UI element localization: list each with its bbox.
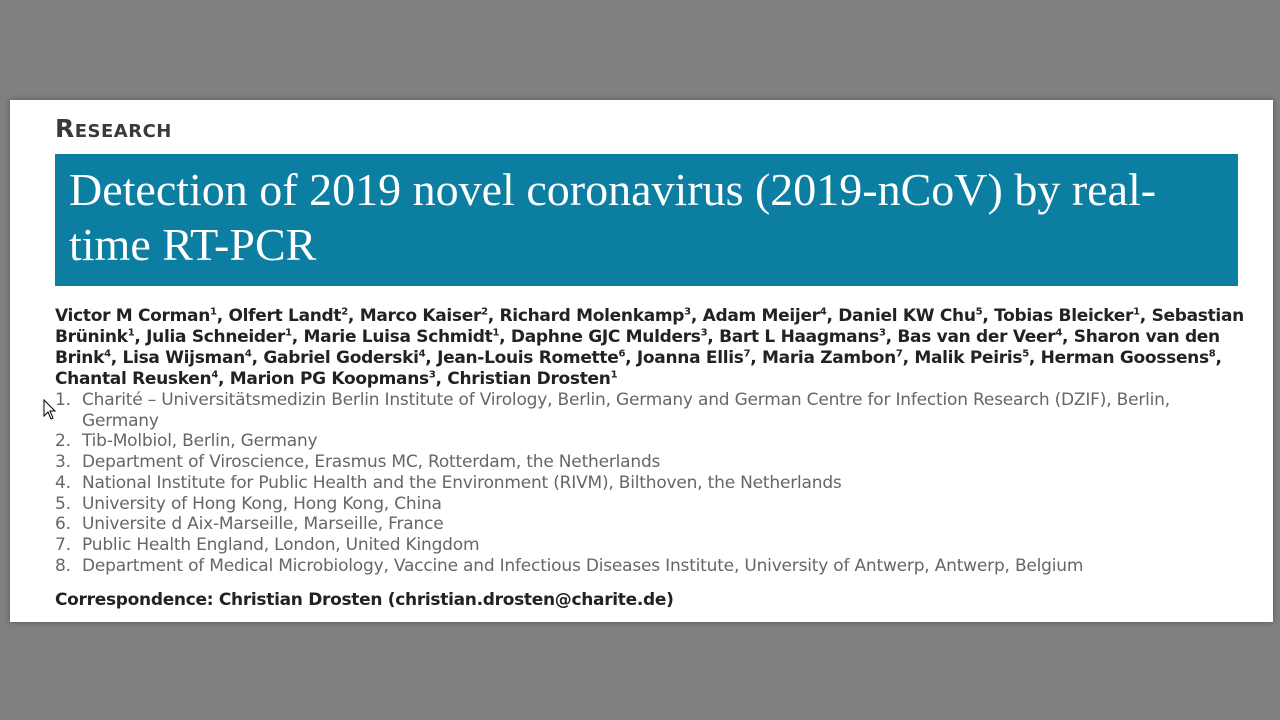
author-affiliation-marker: 4 bbox=[1055, 327, 1062, 339]
author bbox=[263, 348, 425, 368]
author bbox=[230, 369, 436, 389]
author-name: Daphne GJC Mulders bbox=[510, 327, 701, 347]
author-affiliation-marker: 5 bbox=[1022, 348, 1029, 360]
author-name: Chantal Reusken bbox=[55, 369, 212, 389]
affiliation-number: 5. bbox=[55, 493, 71, 514]
author-name: Daniel KW Chu bbox=[838, 306, 976, 326]
author-name: Marco Kaiser bbox=[359, 306, 482, 326]
author-affiliation-marker: 1 bbox=[492, 327, 500, 339]
author-name: Sharon van den Brink bbox=[55, 327, 1220, 368]
author-name: Bart L Haagmans bbox=[719, 327, 879, 347]
author-name: Herman Goossens bbox=[1040, 348, 1209, 368]
author-name: Maria Zambon bbox=[762, 348, 896, 368]
affiliation-list bbox=[55, 390, 1245, 576]
author bbox=[55, 369, 218, 389]
affiliation-text: Tib-Molbiol, Berlin, Germany bbox=[82, 431, 318, 452]
affiliation-text: National Institute for Public Health and the Environment (RIVM), Bilthoven, the Netherlands bbox=[82, 472, 842, 493]
affiliation-text: University of Hong Kong, Hong Kong, China bbox=[82, 493, 442, 514]
author bbox=[994, 306, 1140, 326]
author-name: Olfert Landt bbox=[228, 306, 342, 326]
affiliation-text: Department of Medical Microbiology, Vaccine and Infectious Diseases Institute, University of Antwerp, Antwerp, Belgium bbox=[82, 555, 1084, 576]
author-affiliation-marker: 6 bbox=[618, 348, 626, 360]
author bbox=[838, 306, 982, 326]
author-affiliation-marker: 5 bbox=[975, 306, 983, 318]
author bbox=[146, 327, 292, 347]
author bbox=[360, 306, 488, 326]
author bbox=[511, 327, 707, 347]
affiliation-number: 3. bbox=[55, 452, 71, 473]
author-affiliation-marker: 4 bbox=[104, 348, 111, 360]
affiliation-item bbox=[55, 535, 1245, 556]
affiliation-text: Public Health England, London, United Kingdom bbox=[82, 534, 480, 555]
document-page bbox=[10, 100, 1273, 622]
author-affiliation-marker: 7 bbox=[895, 348, 903, 360]
author-affiliation-marker: 8 bbox=[1208, 348, 1216, 360]
author bbox=[447, 369, 617, 389]
author bbox=[55, 306, 217, 326]
author-name: Christian Drosten bbox=[447, 369, 611, 389]
author-affiliation-marker: 1 bbox=[1133, 306, 1140, 318]
author-affiliation-marker: 4 bbox=[418, 348, 426, 360]
author-list: Victor M Corman$^1$, Olfert Landt$^2$, Marco Kaiser$^2$, Richard Molenkamp$^3$, Adam Meijer$^4$, Daniel KW Chu$^5$, Tobias Bleicker$^1$, Sebastian Brünink$^1$, Julia Schneider$^1$, Marie Luisa Schmidt$^1$, Daphne GJC Mulders$^3$, Bart L Haagmans$^3$, Bas van der Veer$^4$, Sharon van den Brink$^4$, Lisa Wijsman$^4$, Gabriel Goderski$^4$, Jean-Louis Romette$^6$, Joanna Ellis$^7$, Maria Zambon$^7$, Malik Peiris$^5$, Herman Goossens$^8$, Chantal Reusken$^4$, Marion PG Koopmans$^3$, Christian Drosten$^1$ bbox=[55, 306, 1244, 389]
title-banner bbox=[55, 154, 1238, 286]
affiliation-number: 1. bbox=[55, 390, 71, 410]
author-affiliation-marker: 2 bbox=[341, 306, 348, 318]
author-name: Sebastian Brünink bbox=[55, 306, 1244, 347]
affiliation-number: 8. bbox=[55, 555, 71, 576]
author-affiliation-marker: 1 bbox=[210, 306, 217, 318]
author bbox=[123, 348, 252, 368]
affiliation-item bbox=[55, 556, 1245, 577]
author bbox=[1041, 348, 1216, 368]
author-affiliation-marker: 3 bbox=[878, 327, 886, 339]
author-name: Joanna Ellis bbox=[636, 348, 744, 368]
author-name: Jean-Louis Romette bbox=[437, 348, 619, 368]
author bbox=[304, 327, 500, 347]
author bbox=[229, 306, 348, 326]
author-name: Tobias Bleicker bbox=[994, 306, 1134, 326]
author bbox=[897, 327, 1062, 347]
author-name: Julia Schneider bbox=[146, 327, 286, 347]
author-affiliation-marker: 3 bbox=[684, 306, 691, 318]
author-name: Malik Peiris bbox=[914, 348, 1023, 368]
affiliation-number: 4. bbox=[55, 472, 71, 493]
affiliation-item bbox=[55, 431, 1245, 452]
affiliation-item bbox=[55, 452, 1245, 473]
author-affiliation-marker: 1 bbox=[610, 369, 618, 381]
author-name: Adam Meijer bbox=[702, 306, 820, 326]
affiliation-number: 6. bbox=[55, 514, 71, 535]
author-name: Victor M Corman bbox=[55, 306, 211, 326]
author bbox=[914, 348, 1029, 368]
author bbox=[437, 348, 625, 368]
affiliation-text: Charité – Universitätsmedizin Berlin Institute of Virology, Berlin, Germany and German Centre for Infection Research (DZIF), Berlin, Germany bbox=[82, 390, 1170, 431]
author-name: Richard Molenkamp bbox=[499, 306, 685, 326]
author-name: Marion PG Koopmans bbox=[229, 369, 429, 389]
author-name: Gabriel Goderski bbox=[263, 348, 419, 368]
author-name: Marie Luisa Schmidt bbox=[303, 327, 493, 347]
affiliation-item bbox=[55, 390, 1245, 431]
affiliation-number: 7. bbox=[55, 534, 71, 555]
affiliation-text: Universite d Aix-Marseille, Marseille, France bbox=[82, 514, 444, 535]
affiliation-item bbox=[55, 514, 1245, 535]
author-name: Lisa Wijsman bbox=[122, 348, 245, 368]
section-label: Research bbox=[55, 114, 172, 143]
author bbox=[703, 306, 827, 326]
affiliation-item bbox=[55, 473, 1245, 494]
author bbox=[719, 327, 886, 347]
author-affiliation-marker: 3 bbox=[700, 327, 708, 339]
author-affiliation-marker: 4 bbox=[819, 306, 827, 318]
mouse-pointer-icon bbox=[43, 399, 57, 421]
affiliation-item bbox=[55, 494, 1245, 515]
author-affiliation-marker: 7 bbox=[743, 348, 751, 360]
author-affiliation-marker: 1 bbox=[127, 327, 135, 339]
affiliation-number: 2. bbox=[55, 431, 71, 452]
author-affiliation-marker: 4 bbox=[211, 369, 218, 381]
correspondence: Correspondence: Christian Drosten (christian.drosten@charite.de) bbox=[55, 590, 674, 610]
affiliation-text: Department of Viroscience, Erasmus MC, Rotterdam, the Netherlands bbox=[82, 452, 661, 473]
author-affiliation-marker: 1 bbox=[285, 327, 292, 339]
author bbox=[500, 306, 691, 326]
author-name: Bas van der Veer bbox=[897, 327, 1056, 347]
author-affiliation-marker: 2 bbox=[481, 306, 488, 318]
author-affiliation-marker: 4 bbox=[244, 348, 252, 360]
author bbox=[762, 348, 903, 368]
article-title: Detection of 2019 novel coronavirus (2019-nCoV) by real-time RT-PCR bbox=[69, 164, 1157, 270]
author bbox=[637, 348, 750, 368]
author-affiliation-marker: 3 bbox=[428, 369, 436, 381]
